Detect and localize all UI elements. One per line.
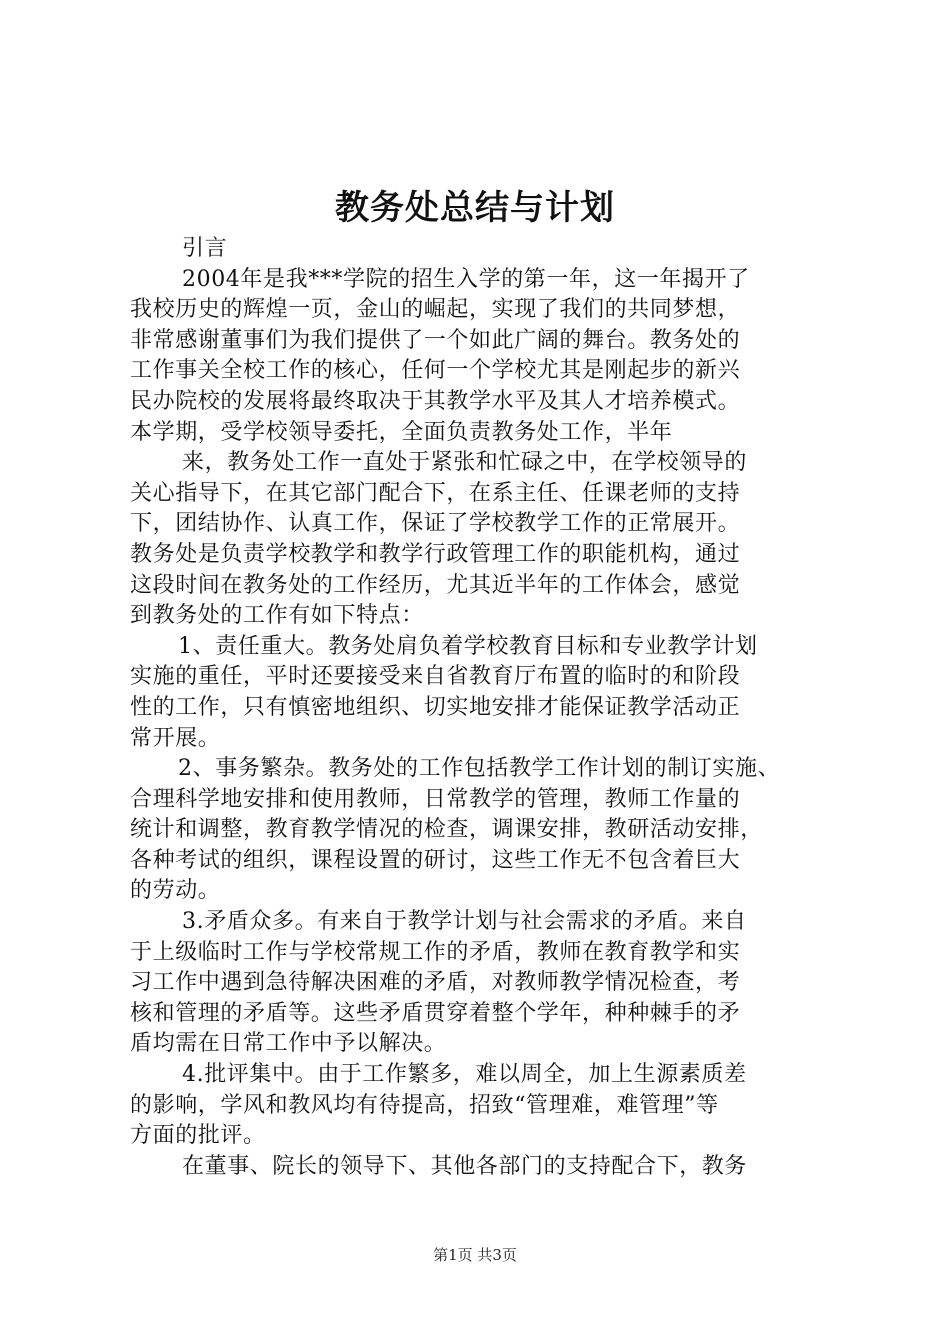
paragraph-point-3: 3.矛盾众多。有来自于教学计划与社会需求的矛盾。来自 于上级临时工作与学校常规工作的矛盾，教师在教育教学和实 习工作中遇到急待解决困难的矛盾，对教师教学情况检查，考 核和管理的矛盾等。这些矛盾贯穿着整个学年，种种棘手的矛 盾均需在日常工作中予以解决。 xyxy=(130,909,747,1057)
paragraph-intro-heading: 引言 xyxy=(182,236,228,261)
page-footer: 第1页 共3页 xyxy=(433,1246,517,1264)
paragraph-point-1: 1、责任重大。教务处肩负着学校教育目标和专业教学计划 实施的重任，平时还要接受来自省教育厅布置的临时的和阶段 性的工作，只有慎密地组织、切实地安排才能保证教学活动正 常开展。 xyxy=(130,633,758,751)
document-body xyxy=(130,234,830,1182)
paragraph-point-2: 2、事务繁杂。教务处的工作包括教学工作计划的制订实施、 合理科学地安排和使用教师，日常教学的管理，教师工作量的 统计和调整，教育教学情况的检查，调课安排，教研活动安排， 各种考试的组织，课程设置的研讨，这些工作无不包含着巨大 的劳动。 xyxy=(130,756,781,904)
paragraph-intro: 2004年是我***学院的招生入学的第一年，这一年揭开了 我校历史的辉煌一页，金山的崛起，实现了我们的共同梦想， 非常感谢董事们为我们提供了一个如此广阔的舞台。教务处的 工作事关全校工作的核心，任何一个学校尤其是刚起步的新兴 民办院校的发展将最终取决于其教学水平及其人才培养模式。 本学期，受学校领导委托，全面负责教务处工作，半年 xyxy=(130,266,750,445)
paragraph-closing: 在董事、院长的领导下、其他各部门的支持配合下，教务 xyxy=(182,1153,748,1179)
paragraph-point-4: 4.批评集中。由于工作繁多，难以周全，加上生源素质差 的影响，学风和教风均有待提高，招致“管理难，难管理”等 方面的批评。 xyxy=(130,1062,747,1149)
paragraph-overview: 来，教务处工作一直处于紧张和忙碌之中，在学校领导的 关心指导下，在其它部门配合下，在系主任、任课老师的支持 下，团结协作、认真工作，保证了学校教学工作的正常展开。 教务处是负责学校教学和教学行政管理工作的职能机构，通过 这段时间在教务处的工作经历，尤其近半年的工作体会，感觉 到教务处的工作有如下特点： xyxy=(130,450,748,629)
document-title: 教务处总结与计划 xyxy=(335,188,615,228)
